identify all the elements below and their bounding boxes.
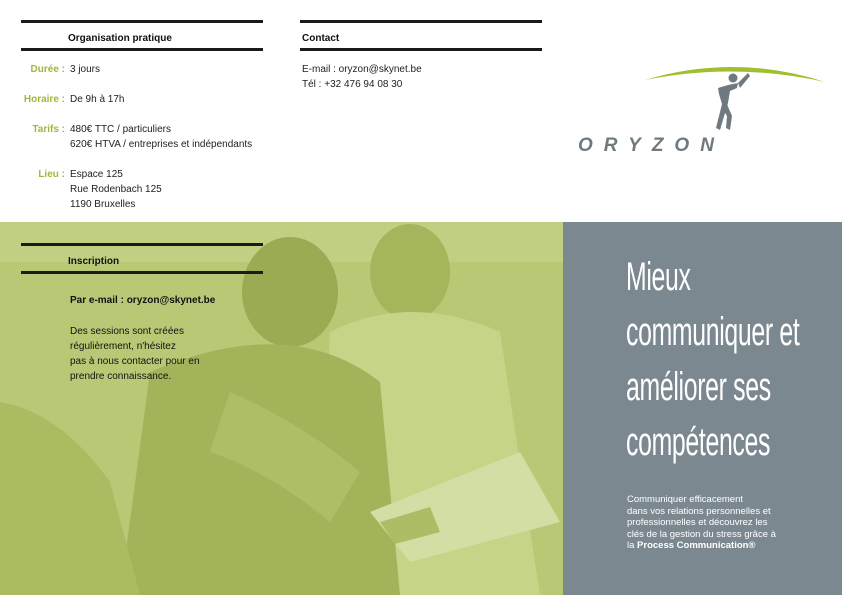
inscription-text-line: prendre connaissance. (70, 371, 172, 382)
contact-email[interactable]: E-mail : oryzon@skynet.be (302, 64, 422, 75)
subtitle-line: Communiquer efficacement (627, 494, 743, 505)
duree-value: 3 jours (70, 64, 101, 75)
organisation-bottom-rule (21, 48, 263, 51)
subtitle-line: clés de la gestion du stress grâce à (627, 528, 776, 540)
headline-line: communiquer et (626, 310, 800, 354)
contact-top-rule (300, 20, 542, 23)
headline-line: compétences (626, 420, 771, 464)
headline (626, 250, 800, 470)
tarifs-value (70, 122, 252, 152)
subtitle (627, 494, 797, 552)
lieu-line: 1190 Bruxelles (70, 199, 136, 210)
headline-line: Mieux (626, 255, 691, 299)
subtitle-line: professionnelles et découvrez les (627, 517, 768, 528)
inscription-text-line: pas à nous contacter pour en (70, 356, 200, 367)
lieu-line: Espace 125 (70, 169, 123, 180)
process-communication-mark: Process Communication® (637, 540, 756, 551)
inscription-email[interactable]: Par e-mail : oryzon@skynet.be (70, 295, 216, 306)
contact-bottom-rule (300, 48, 542, 51)
headline-line: améliorer ses (626, 365, 771, 409)
photo-panel (0, 222, 563, 595)
lieu-label: Lieu : (38, 169, 65, 180)
meeting-photo-icon (0, 222, 563, 595)
lieu-line: Rue Rodenbach 125 (70, 184, 162, 195)
contact-block (302, 62, 422, 92)
inscription-top-rule (21, 243, 263, 246)
logo-figure (716, 73, 750, 130)
oryzon-logo-icon (640, 58, 830, 138)
inscription-title: Inscription (68, 256, 120, 267)
tarifs-line: 620€ HTVA / entreprises et indépendants (70, 139, 253, 150)
organisation-title: Organisation pratique (68, 33, 172, 44)
contact-title: Contact (302, 33, 340, 44)
duree-label: Durée : (30, 64, 65, 75)
horaire-label: Horaire : (23, 94, 65, 105)
organisation-top-rule (21, 20, 263, 23)
lieu-value (70, 167, 162, 212)
subtitle-last-line (627, 540, 797, 552)
logo-wordmark: ORYZON (578, 135, 725, 156)
subtitle-prefix: la (627, 540, 638, 551)
tarifs-label: Tarifs : (32, 124, 65, 135)
tarifs-line: 480€ TTC / particuliers (70, 124, 171, 135)
inscription-text (70, 324, 200, 384)
inscription-text-line: Des sessions sont créées (70, 326, 184, 337)
subtitle-line: dans vos relations personnelles et (627, 505, 771, 517)
horaire-value: De 9h à 17h (70, 94, 125, 105)
inscription-text-line: régulièrement, n'hésitez (70, 341, 176, 352)
inscription-bottom-rule (21, 271, 263, 274)
contact-phone[interactable]: Tél : +32 476 94 08 30 (302, 79, 403, 90)
